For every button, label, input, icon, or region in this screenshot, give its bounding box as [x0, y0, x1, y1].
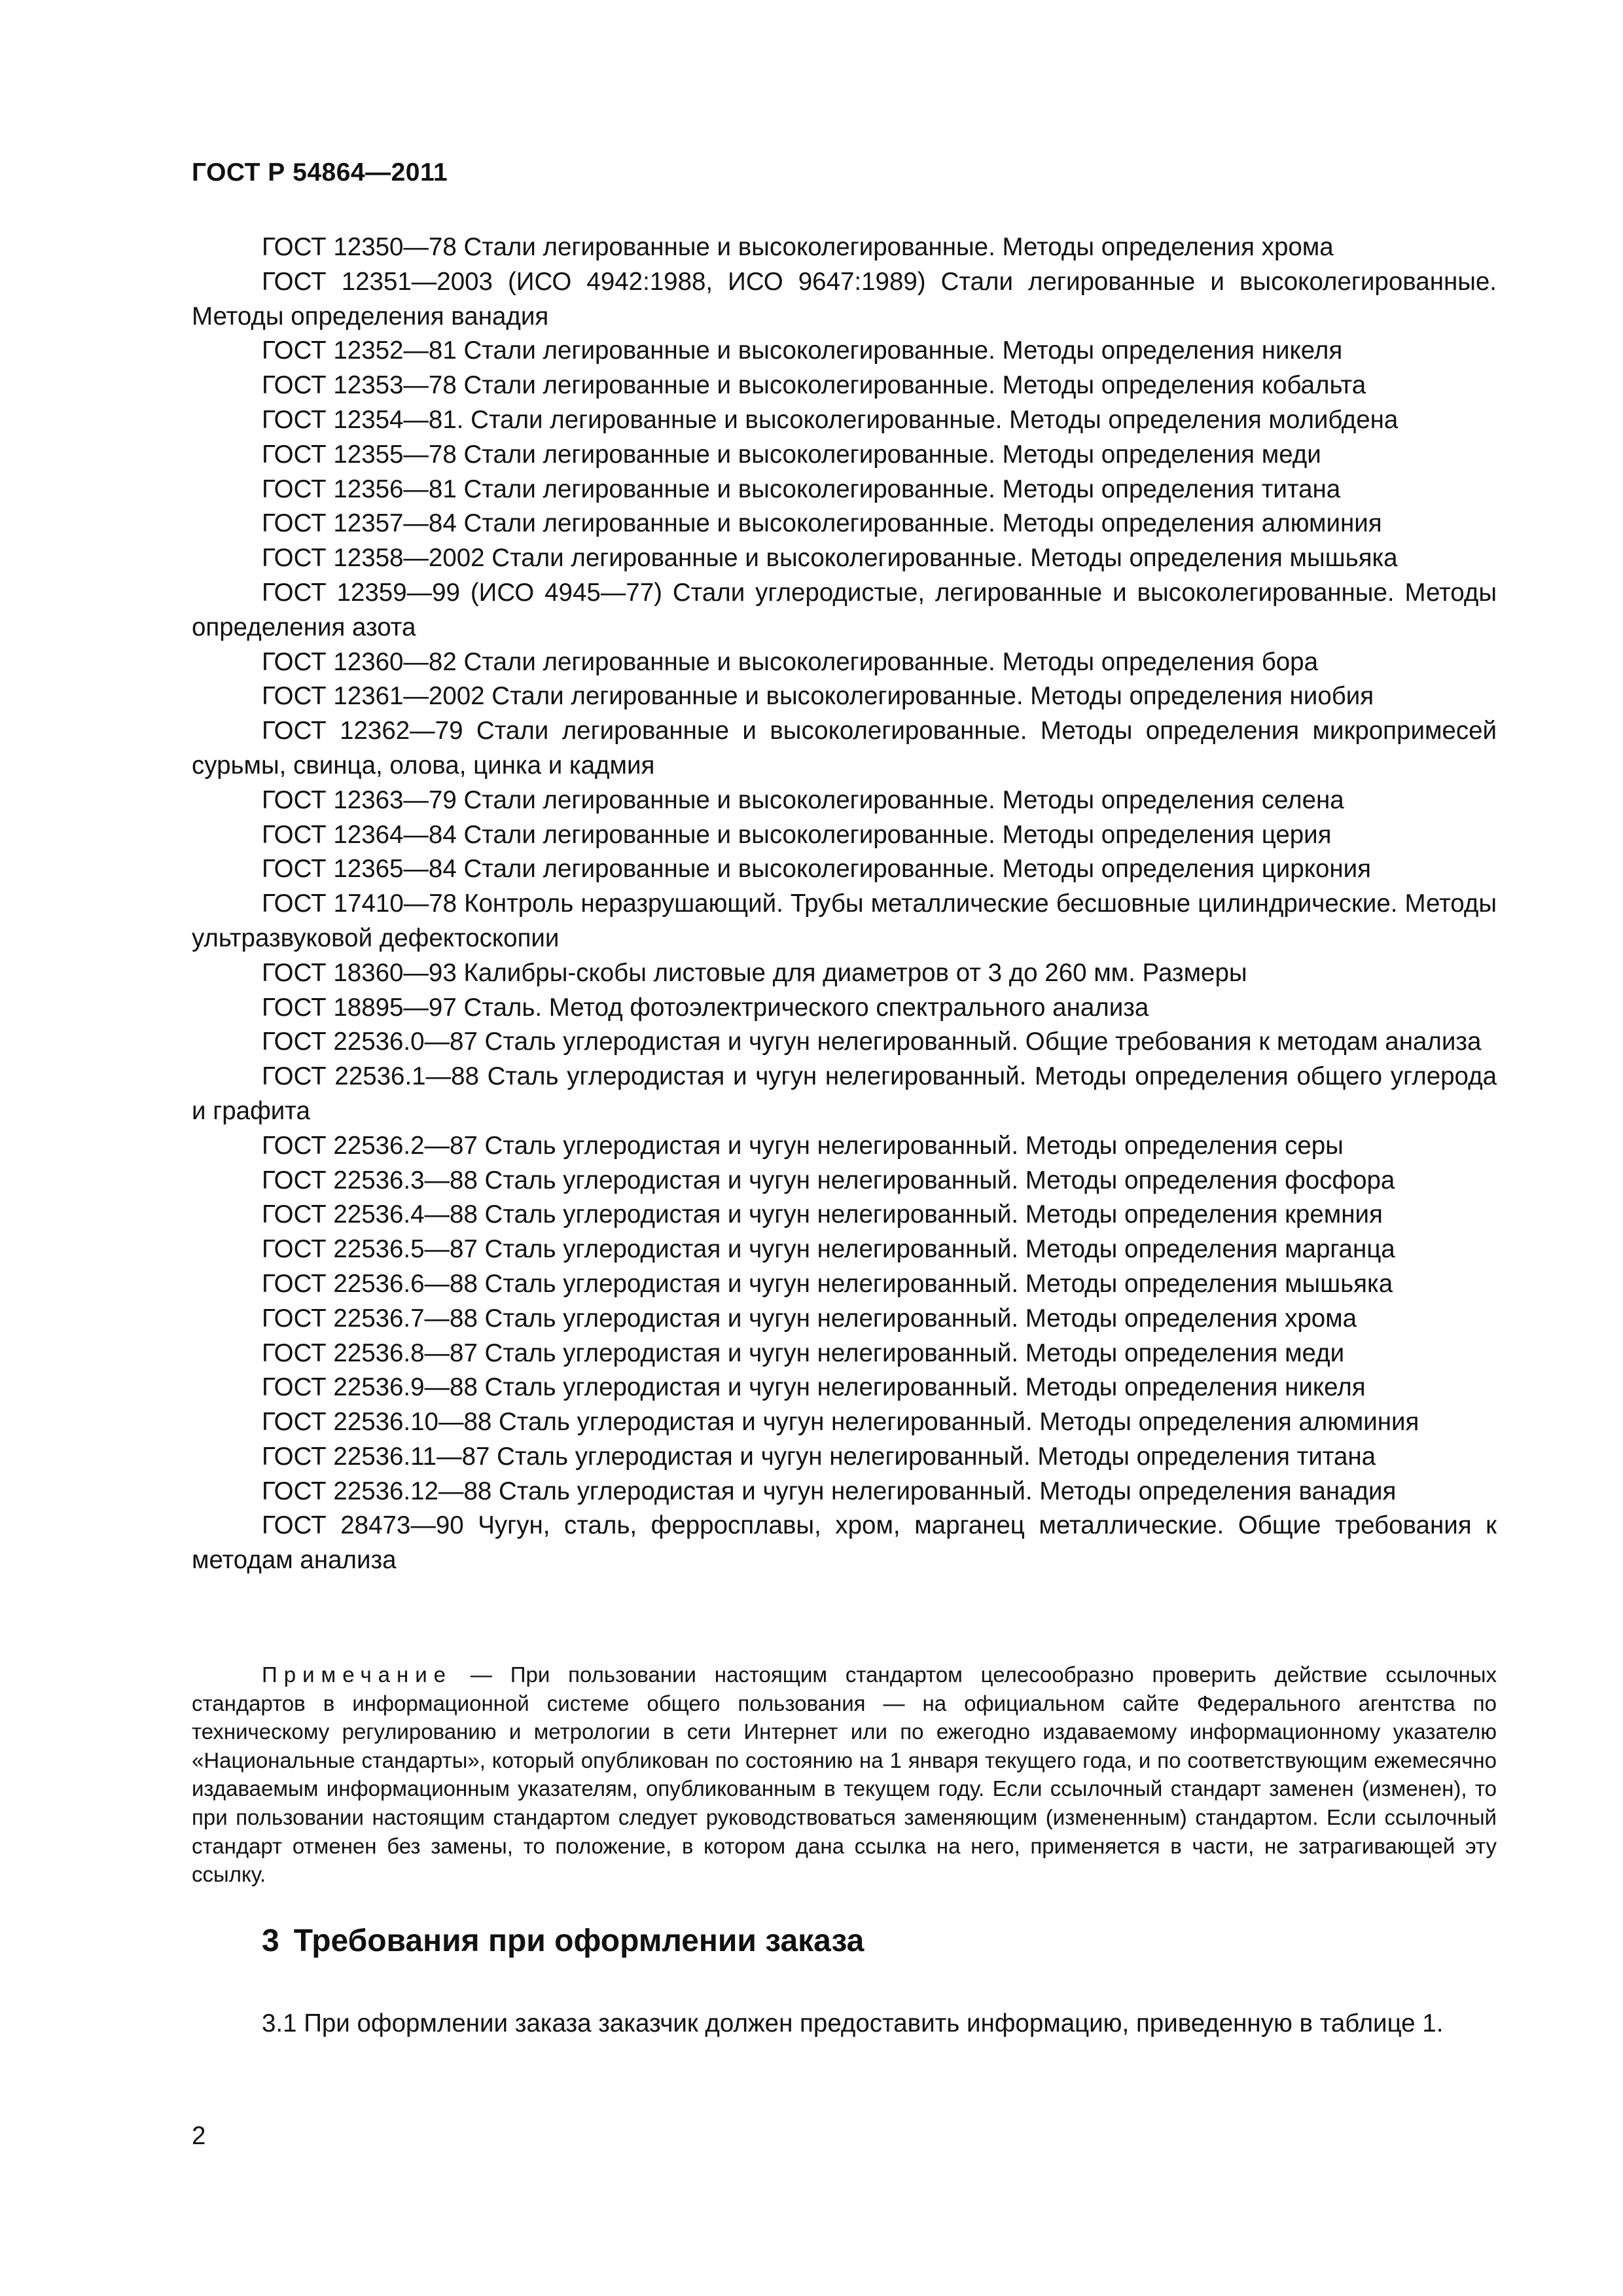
reference-item: ГОСТ 12358—2002 Стали легированные и высоколегированные. Методы определения мышьяка: [262, 544, 1398, 573]
reference-item: ГОСТ 12363—79 Стали легированные и высоколегированные. Методы определения селена: [262, 785, 1344, 814]
reference-item: ГОСТ 12350—78 Стали легированные и высоколегированные. Методы определения хрома: [262, 233, 1334, 261]
reference-item: ГОСТ 12359—99 (ИСО 4945—77) Стали углеродистые, легированные и высоколегированные. Методы определения азота: [192, 578, 1497, 641]
reference-item: ГОСТ 22536.1—88 Сталь углеродистая и чугун нелегированный. Методы определения общего углерода и графита: [192, 1062, 1497, 1125]
reference-item: ГОСТ 18895—97 Сталь. Метод фотоэлектрического спектрального анализа: [262, 993, 1149, 1022]
reference-item: ГОСТ 12361—2002 Стали легированные и высоколегированные. Методы определения ниобия: [262, 682, 1374, 711]
page-number: 2: [192, 2122, 206, 2150]
section-heading: [262, 1923, 864, 1959]
reference-item: ГОСТ 12360—82 Стали легированные и высоколегированные. Методы определения бора: [262, 647, 1319, 676]
document-header: ГОСТ Р 54864—2011: [192, 158, 448, 187]
reference-item: ГОСТ 22536.6—88 Сталь углеродистая и чугун нелегированный. Методы определения мышьяка: [262, 1269, 1393, 1298]
reference-item: ГОСТ 12352—81 Стали легированные и высоколегированные. Методы определения никеля: [262, 336, 1343, 365]
reference-item: ГОСТ 22536.0—87 Сталь углеродистая и чугун нелегированный. Общие требования к методам анализа: [262, 1028, 1482, 1056]
reference-item: ГОСТ 18360—93 Калибры-скобы листовые для диаметров от 3 до 260 мм. Размеры: [262, 958, 1247, 987]
reference-item: ГОСТ 12362—79 Стали легированные и высоколегированные. Методы определения микропримесей сурьмы, свинца, олова, цинка и кадмия: [192, 717, 1497, 780]
reference-item: ГОСТ 22536.5—87 Сталь углеродистая и чугун нелегированный. Методы определения марганца: [262, 1235, 1395, 1264]
note-label: Примечание: [262, 1662, 453, 1687]
reference-item: ГОСТ 12353—78 Стали легированные и высоколегированные. Методы определения кобальта: [262, 371, 1366, 400]
reference-item: ГОСТ 12357—84 Стали легированные и высоколегированные. Методы определения алюминия: [262, 509, 1382, 538]
reference-item: ГОСТ 22536.9—88 Сталь углеродистая и чугун нелегированный. Методы определения никеля: [262, 1373, 1366, 1402]
reference-item: ГОСТ 12356—81 Стали легированные и высоколегированные. Методы определения титана: [262, 475, 1341, 503]
reference-item: ГОСТ 22536.4—88 Сталь углеродистая и чугун нелегированный. Методы определения кремния: [262, 1200, 1383, 1229]
reference-item: ГОСТ 22536.3—88 Сталь углеродистая и чугун нелегированный. Методы определения фосфора: [262, 1166, 1395, 1194]
reference-item: ГОСТ 22536.8—87 Сталь углеродистая и чугун нелегированный. Методы определения меди: [262, 1338, 1345, 1367]
reference-item: ГОСТ 22536.2—87 Сталь углеродистая и чугун нелегированный. Методы определения серы: [262, 1131, 1344, 1160]
reference-item: ГОСТ 28473—90 Чугун, сталь, ферросплавы, хром, марганец металлические. Общие требования к методам анализа: [192, 1511, 1497, 1575]
reference-item: ГОСТ 12351—2003 (ИСО 4942:1988, ИСО 9647:1989) Стали легированные и высоколегированные. Методы определения ванадия: [192, 267, 1497, 331]
section-number: 3: [262, 1924, 279, 1958]
section-paragraph: 3.1 При оформлении заказа заказчик должен предоставить информацию, приведенную в таблице 1.: [262, 2009, 1444, 2037]
reference-item: ГОСТ 12364—84 Стали легированные и высоколегированные. Методы определения церия: [262, 820, 1332, 849]
normative-references-list: [192, 230, 1497, 1578]
reference-item: ГОСТ 22536.12—88 Сталь углеродистая и чугун нелегированный. Методы определения ванадия: [262, 1477, 1397, 1505]
reference-item: ГОСТ 12354—81. Стали легированные и высоколегированные. Методы определения молибдена: [262, 405, 1399, 434]
reference-item: ГОСТ 22536.7—88 Сталь углеродистая и чугун нелегированный. Методы определения хрома: [262, 1304, 1357, 1333]
reference-item: ГОСТ 22536.11—87 Сталь углеродистая и чугун нелегированный. Методы определения титана: [262, 1442, 1376, 1471]
note-paragraph: [192, 1660, 1497, 1889]
reference-item: ГОСТ 22536.10—88 Сталь углеродистая и чугун нелегированный. Методы определения алюминия: [262, 1408, 1419, 1437]
reference-item: ГОСТ 17410—78 Контроль неразрушающий. Трубы металлические бесшовные цилиндрические. Методы ультразвуковой дефектоскопии: [192, 889, 1497, 952]
reference-item: ГОСТ 12365—84 Стали легированные и высоколегированные. Методы определения циркония: [262, 855, 1371, 884]
section-title: Требования при оформлении заказа: [293, 1924, 865, 1958]
note-text: — При пользовании настоящим стандартом целесообразно проверить действие ссылочных стандартов в информационной системе общего пользования — на официальном сайте Федерального агентства по техническому регулированию и метрологии в сети Интернет или по ежегодно издаваемому информационному указателю «Национальные стандарты», который опубликован по состоянию на 1 января текущего года, и по соответствующим ежемесячно издаваемым информационным указателям, опубликованным в текущем году. Если ссылочный стандарт заменен (изменен), то при пользовании настоящим стандартом следует руководствоваться заменяющим (измененным) стандартом. Если ссылочный стандарт отменен без замены, то положение, в котором дана ссылка на него, применяется в части, не затрагивающей эту ссылку.: [192, 1662, 1497, 1887]
reference-item: ГОСТ 12355—78 Стали легированные и высоколегированные. Методы определения меди: [262, 440, 1321, 469]
